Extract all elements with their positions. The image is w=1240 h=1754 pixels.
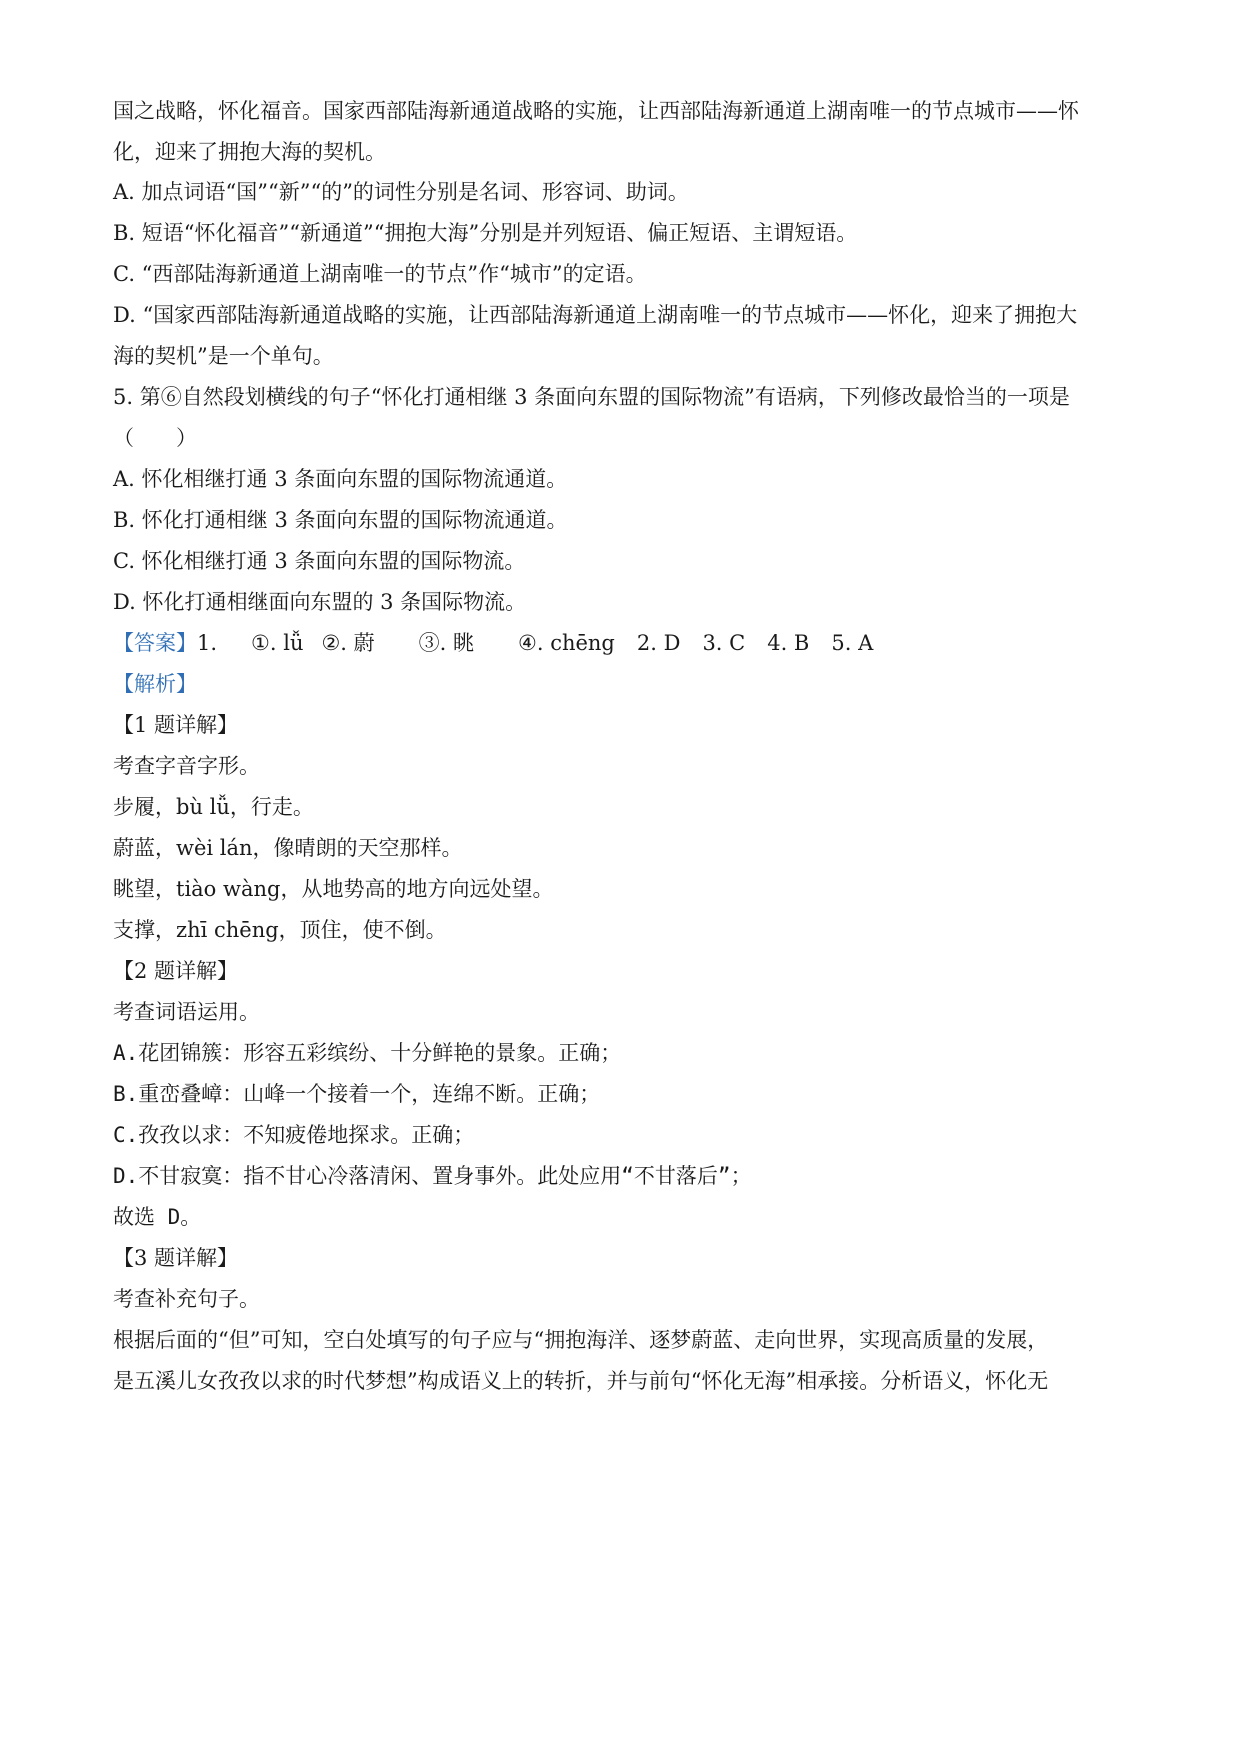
section-title: 【3 题详解】 [113, 1246, 239, 1270]
analysis-line: 根据后面的“但”可知，空白处填写的句子应与“拥抱海洋、逐梦蔚蓝、走向世界，实现高质量的发展， [113, 1328, 1049, 1352]
answer-item: ③. 眺 [418, 631, 475, 655]
answer-item: ①. lǚ [251, 631, 304, 655]
answer-item: 3. C [702, 631, 746, 655]
analysis-line: B.重峦叠嶂：山峰一个接着一个，连绵不断。正确； [113, 1082, 601, 1106]
question-5-stem: 5. 第⑥自然段划横线的句子“怀化打通相继 3 条面向东盟的国际物流”有语病，下列修改最恰当的一项是 [113, 385, 1070, 409]
option-a: A. 怀化相继打通 3 条面向东盟的国际物流通道。 [113, 467, 568, 491]
answer-item: ②. 蔚 [321, 631, 375, 655]
answer-line [113, 628, 1133, 658]
option-d-continued: 海的契机”是一个单句。 [113, 344, 334, 368]
analysis-line: 故选 D。 [113, 1205, 202, 1229]
answer-item: ④. chēng [518, 631, 615, 655]
option-b: B. 怀化打通相继 3 条面向东盟的国际物流通道。 [113, 508, 568, 532]
answer-item: 2. D [636, 631, 681, 655]
option-d: D. “国家西部陆海新通道战略的实施，让西部陆海新通道上湖南唯一的节点城市——怀化，迎来了拥抱大 [113, 303, 1078, 327]
section-title: 【2 题详解】 [113, 959, 239, 983]
analysis-line: A.花团锦簇：形容五彩缤纷、十分鲜艳的景象。正确； [113, 1041, 622, 1065]
analysis-line: 支撑，zhī chēng，顶住，使不倒。 [113, 918, 447, 942]
option-b: B. 短语“怀化福音”“新通道”“拥抱大海”分别是并列短语、偏正短语、主谓短语。 [113, 221, 858, 245]
passage-line: 国之战略，怀化福音。国家西部陆海新通道战略的实施，让西部陆海新通道上湖南唯一的节点城市——怀 [113, 99, 1079, 123]
answer-q1-head: 1. [197, 631, 218, 655]
analysis-line: 考查补充句子。 [113, 1287, 260, 1311]
option-d: D. 怀化打通相继面向东盟的 3 条国际物流。 [113, 590, 527, 614]
answer-tag: 【答案】 [113, 631, 197, 655]
analysis-line: D.不甘寂寞：指不甘心冷落清闲、置身事外。此处应用“不甘落后”； [113, 1164, 752, 1188]
analysis-line: C.孜孜以求：不知疲倦地探求。正确； [113, 1123, 475, 1147]
passage-line: 化，迎来了拥抱大海的契机。 [113, 140, 386, 164]
option-c: C. 怀化相继打通 3 条面向东盟的国际物流。 [113, 549, 526, 573]
analysis-line: 考查字音字形。 [113, 754, 260, 778]
answer-item: 4. B [767, 631, 810, 655]
option-c: C. “西部陆海新通道上湖南唯一的节点”作“城市”的定语。 [113, 262, 647, 286]
analysis-line: 眺望，tiào wàng，从地势高的地方向远处望。 [113, 877, 554, 901]
answer-item: 5. A [831, 631, 874, 655]
answer-blank: （ ） [113, 426, 197, 450]
analysis-line: 是五溪儿女孜孜以求的时代梦想”构成语义上的转折，并与前句“怀化无海”相承接。分析语义，怀化无 [113, 1369, 1049, 1393]
analysis-line: 步履，bù lǚ，行走。 [113, 795, 314, 819]
section-title: 【1 题详解】 [113, 713, 239, 737]
analysis-line: 蔚蓝，wèi lán，像晴朗的天空那样。 [113, 836, 463, 860]
option-a: A. 加点词语“国”“新”“的”的词性分别是名词、形容词、助词。 [113, 180, 689, 204]
analysis-line: 考查词语运用。 [113, 1000, 260, 1024]
analysis-tag: 【解析】 [113, 672, 197, 696]
